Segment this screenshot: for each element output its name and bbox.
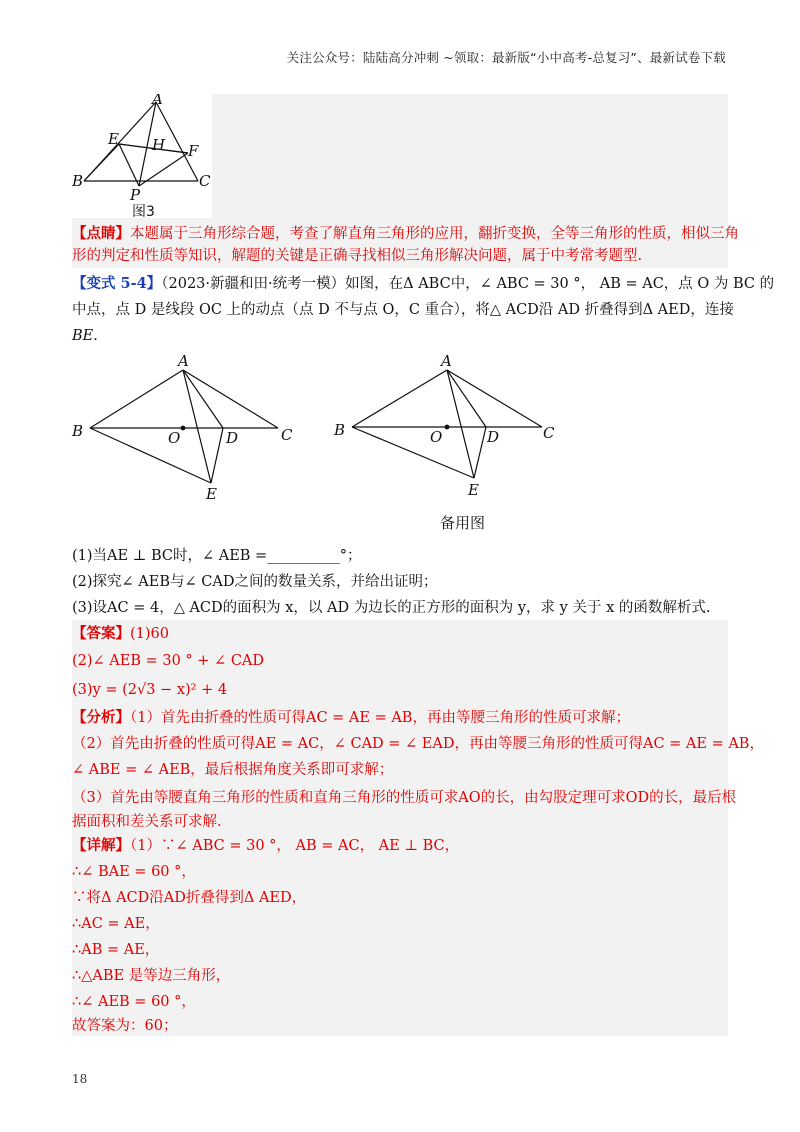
left-label-A: A bbox=[178, 352, 189, 370]
backup-figure-caption: 备用图 bbox=[440, 514, 486, 532]
right-label-A: A bbox=[441, 352, 452, 370]
gray-block-top bbox=[212, 94, 728, 218]
analysis-line-5: 据面积和差关系可求解. bbox=[72, 814, 222, 830]
fig3-label-F: F bbox=[188, 142, 199, 160]
fig3-label-C: C bbox=[199, 172, 211, 190]
left-label-D: D bbox=[226, 429, 239, 447]
fig3-label-B: B bbox=[72, 172, 84, 190]
analysis-line-2: （2）首先由折叠的性质可得AE = AC，∠ CAD = ∠ EAD，再由等腰三角形的性质可得AC = AE = AB， bbox=[72, 736, 764, 752]
detail-line-8: 故答案为：60； bbox=[72, 1018, 178, 1034]
question-1: (1)当AE ⊥ BC时，∠ AEB =__________°； bbox=[72, 548, 362, 564]
detail-line-2: ∴∠ BAE = 60 °， bbox=[72, 864, 196, 880]
answer-tag: 【答案】 bbox=[72, 625, 130, 642]
analysis-text-1: （1）首先由折叠的性质可得AC = AE = AB，再由等腰三角形的性质可求解； bbox=[130, 710, 630, 726]
variant-line-2: 中点，点 D 是线段 OC 上的动点（点 D 不与点 O，C 重合），将△ ACD沿 AD 折叠得到Δ AED，连接 bbox=[72, 302, 734, 318]
dianjing-tag: 【点睛】 bbox=[72, 225, 130, 242]
detail-line-3: ∵将Δ ACD沿AD折叠得到Δ AED， bbox=[72, 890, 307, 906]
answer-line-1 bbox=[72, 624, 169, 644]
fig3-label-P: P bbox=[130, 186, 141, 204]
page-number: 18 bbox=[72, 1072, 88, 1086]
figure-3 bbox=[72, 94, 212, 218]
detail-line-7: ∴∠ AEB = 60 °， bbox=[72, 994, 196, 1010]
answer-line-2: (2)∠ AEB = 30 ° + ∠ CAD bbox=[72, 653, 265, 669]
right-label-B: B bbox=[334, 421, 346, 439]
analysis-line-3: ∠ ABE = ∠ AEB，最后根据角度关系即可求解； bbox=[72, 762, 394, 778]
left-label-C: C bbox=[281, 426, 293, 444]
left-label-B: B bbox=[72, 422, 84, 440]
detail-text-1: （1）∵∠ ABC = 30 °， AB = AC， AE ⊥ BC， bbox=[130, 838, 460, 854]
right-label-E: E bbox=[468, 481, 479, 499]
answer-1: (1)60 bbox=[130, 626, 169, 642]
analysis-tag: 【分析】 bbox=[72, 709, 130, 726]
question-2: (2)探究∠ AEB与∠ CAD之间的数量关系，并给出证明； bbox=[72, 574, 438, 590]
answer-line-3: (3)y = (2√3 − x)² + 4 bbox=[72, 682, 228, 698]
right-label-C: C bbox=[543, 424, 555, 442]
figure-left bbox=[68, 350, 298, 505]
left-label-O: O bbox=[168, 429, 181, 447]
dianjing-text-1: 本题属于三角形综合题，考查了解直角三角形的应用，翻折变换，全等三角形的性质，相似三角 bbox=[130, 226, 739, 242]
variant-line-3: BE. bbox=[72, 328, 98, 344]
right-label-O: O bbox=[430, 428, 443, 446]
fig3-caption: 图3 bbox=[132, 204, 155, 218]
detail-line-4: ∴AC = AE， bbox=[72, 916, 160, 932]
variant-line-1 bbox=[72, 274, 774, 294]
right-label-D: D bbox=[487, 428, 500, 446]
fig3-label-H: H bbox=[152, 136, 166, 154]
variant-tag: 【变式 5-4】 bbox=[72, 275, 162, 292]
fig3-label-A: A bbox=[152, 94, 163, 108]
fig3-label-E: E bbox=[108, 130, 119, 148]
detail-line-1 bbox=[72, 836, 459, 856]
dianjing-line-2: 形的判定和性质等知识，解题的关键是正确寻找相似三角形解决问题，属于中考常考题型. bbox=[72, 248, 643, 264]
detail-line-5: ∴AB = AE， bbox=[72, 942, 160, 958]
detail-line-6: ∴△ABE 是等边三角形， bbox=[72, 968, 231, 984]
analysis-line-1 bbox=[72, 708, 630, 728]
page-header: 关注公众号：陆陆高分冲刺 ~领取：最新版“小中高考-总复习”、最新试卷下载 bbox=[286, 50, 726, 65]
analysis-line-4: （3）首先由等腰直角三角形的性质和直角三角形的性质可求AO的长，由勾股定理可求OD的长，最后根 bbox=[72, 790, 737, 806]
figure-right bbox=[328, 348, 568, 508]
question-3: (3)设AC = 4，△ ACD的面积为 x，以 AD 为边长的正方形的面积为 y，求 y 关于 x 的函数解析式. bbox=[72, 600, 711, 616]
variant-text-1: （2023·新疆和田·统考一模）如图，在Δ ABC中，∠ ABC = 30 °， AB = AC，点 O 为 BC 的 bbox=[161, 276, 775, 292]
detail-tag: 【详解】 bbox=[72, 837, 130, 854]
left-label-E: E bbox=[206, 485, 217, 503]
dianjing-line-1 bbox=[72, 224, 739, 244]
